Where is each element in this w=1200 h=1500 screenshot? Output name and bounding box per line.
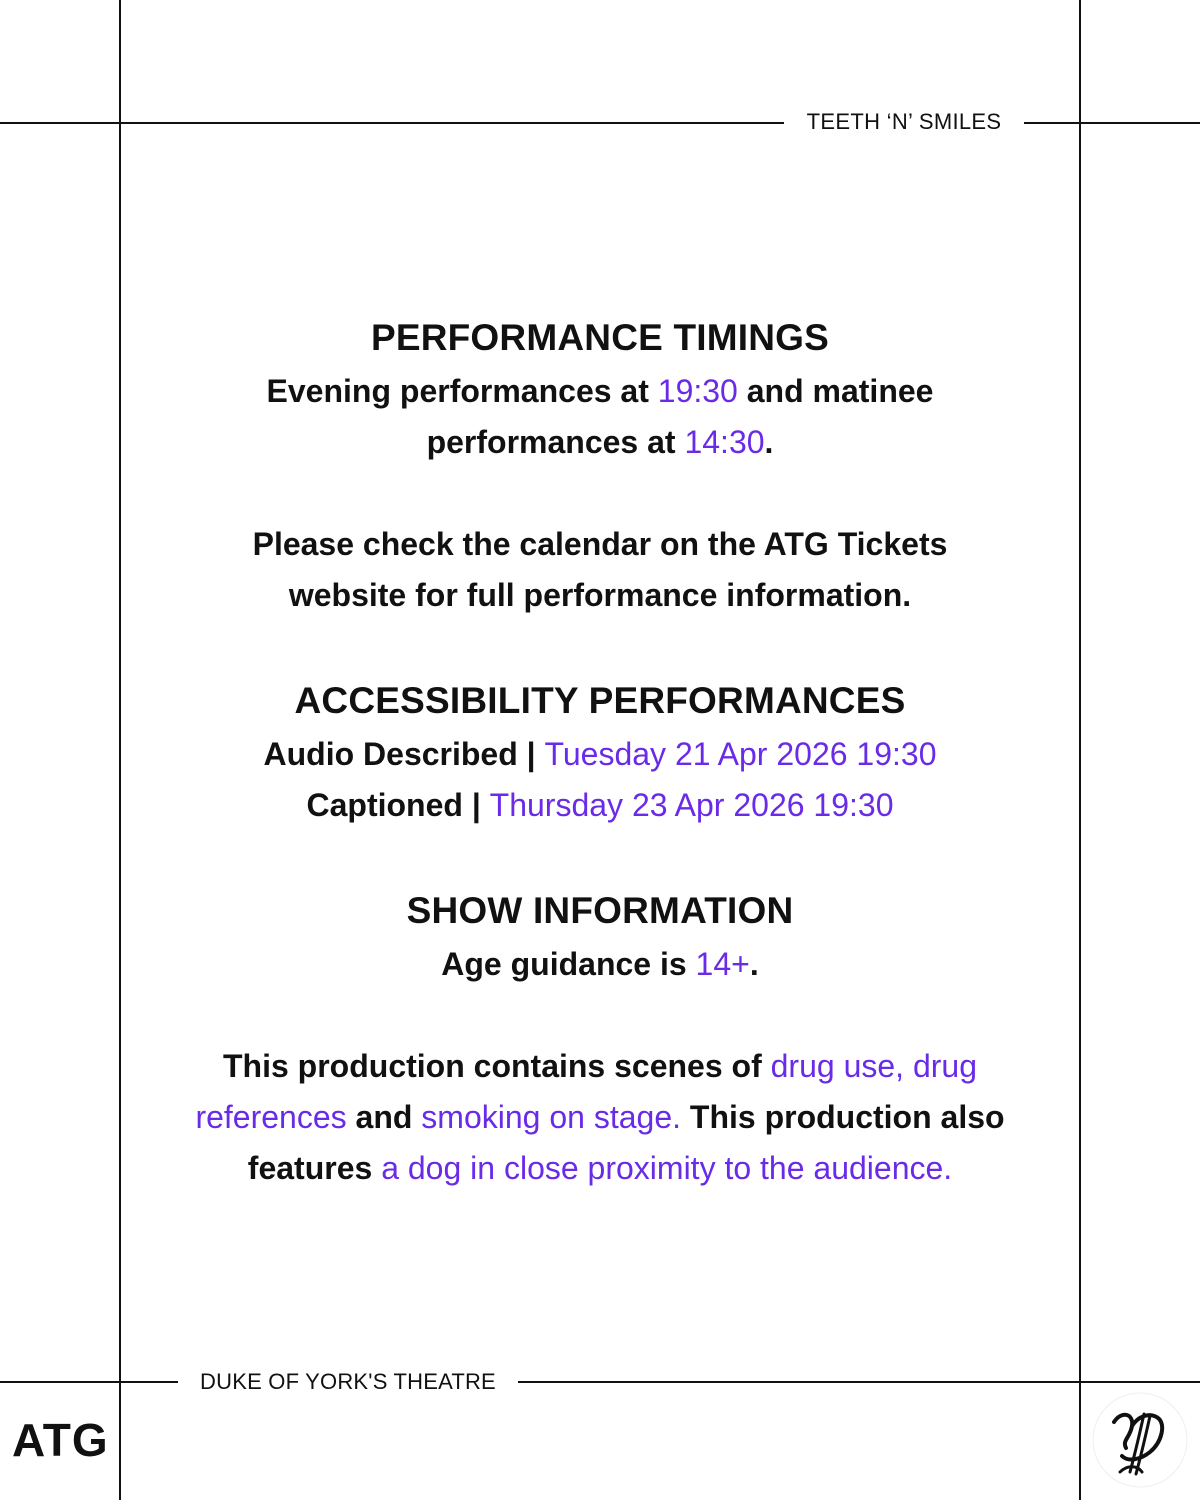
atg-logo: ATG <box>12 1414 109 1466</box>
accessibility-date: Thursday 23 Apr 2026 19:30 <box>489 787 894 823</box>
timings-heading: PERFORMANCE TIMINGS <box>370 317 830 358</box>
warning-highlight: references <box>195 1099 347 1135</box>
timings-line-2 <box>122 417 1078 468</box>
separator: | <box>462 787 490 823</box>
info-content <box>122 310 1078 1194</box>
age-text: . <box>749 946 759 982</box>
accessibility-item <box>122 780 1078 831</box>
frame-right-line <box>1079 0 1081 1500</box>
theatre-monogram-icon <box>1092 1392 1188 1488</box>
warning-highlight: smoking on stage. <box>421 1099 681 1135</box>
timings-text: . <box>764 424 774 460</box>
venue-name: DUKE OF YORK'S THEATRE <box>178 1368 518 1396</box>
separator: | <box>517 736 545 772</box>
content-warning-line-3 <box>122 1143 1078 1194</box>
matinee-time: 14:30 <box>684 424 765 460</box>
accessibility-type: Captioned <box>306 787 463 823</box>
warning-highlight: a dog in close proximity to the audience. <box>381 1150 953 1186</box>
timings-text: and matinee <box>737 373 934 409</box>
content-warning-line-1 <box>122 1041 1078 1092</box>
timings-line-1 <box>122 366 1078 417</box>
accessibility-date: Tuesday 21 Apr 2026 19:30 <box>544 736 937 772</box>
age-value: 14+ <box>695 946 750 982</box>
timings-text: performances at <box>426 424 685 460</box>
warning-text: This production also <box>681 1099 1005 1135</box>
frame-left-line <box>119 0 121 1500</box>
show-title: TEETH ‘N’ SMILES <box>784 108 1024 136</box>
accessibility-heading: ACCESSIBILITY PERFORMANCES <box>294 680 906 721</box>
accessibility-type: Audio Described <box>263 736 518 772</box>
calendar-note-line-2: website for full performance information. <box>288 577 912 613</box>
evening-time: 19:30 <box>657 373 738 409</box>
content-warning-line-2 <box>122 1092 1078 1143</box>
warning-text: features <box>247 1150 382 1186</box>
warning-text: and <box>346 1099 422 1135</box>
accessibility-item <box>122 729 1078 780</box>
warning-text: This production contains scenes of <box>223 1048 771 1084</box>
show-info-heading: SHOW INFORMATION <box>406 890 794 931</box>
age-text: Age guidance is <box>441 946 696 982</box>
warning-highlight: drug use, drug <box>770 1048 977 1084</box>
calendar-note-line-1: Please check the calendar on the ATG Tickets <box>252 526 948 562</box>
age-guidance <box>122 939 1078 990</box>
timings-text: Evening performances at <box>266 373 658 409</box>
